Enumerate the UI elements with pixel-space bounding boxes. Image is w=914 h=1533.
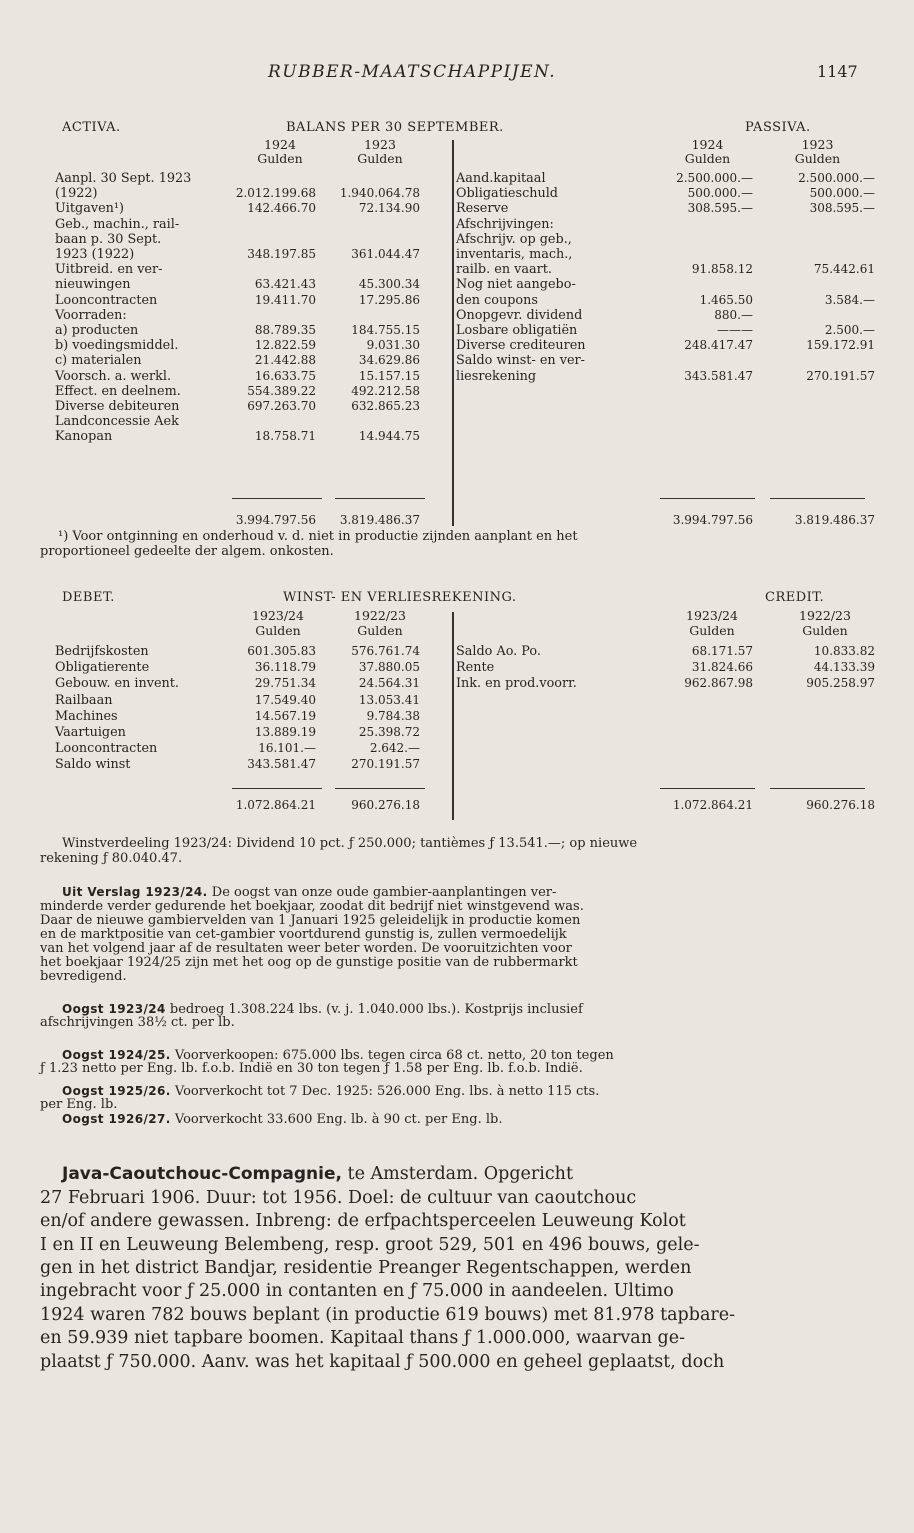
activa-row-v1: 554.389.22 — [247, 383, 316, 398]
debet-row-v1: 343.581.47 — [247, 757, 316, 772]
activa-row-label: Looncontracten — [55, 292, 158, 308]
activa-row-label: nieuwingen — [55, 277, 131, 293]
debet-row-v2: 9.784.38 — [366, 708, 420, 723]
activa-row-label: 1923 (1922) — [55, 247, 135, 262]
passiva-col-year-2: 1923 — [801, 137, 834, 152]
oogst-1925-heading: Oogst 1925/26. — [62, 1084, 171, 1098]
passiva-total-rule-2 — [770, 498, 865, 499]
debet-total-rule-1 — [232, 788, 322, 789]
passiva-row-label: Losbare obligatiën — [456, 323, 578, 338]
activa-row-v1: 19.411.70 — [254, 292, 316, 307]
credit-row-label: Rente — [456, 660, 495, 676]
debet-row-label: Vaartuigen — [55, 725, 126, 740]
passiva-row-label: Onopgevr. dividend — [456, 307, 583, 323]
credit-total-1: 1.072.864.21 — [672, 798, 753, 812]
debet-row-v2: 576.761.74 — [351, 644, 420, 658]
credit-total-2: 960.276.18 — [806, 798, 875, 812]
activa-total-1: 3.994.797.56 — [235, 513, 316, 527]
activa-row-label: Diverse debiteuren — [55, 399, 180, 414]
passiva-col-unit-2: Gulden — [794, 151, 841, 166]
activa-col-unit-2: Gulden — [357, 151, 403, 166]
debet-row-v2: 13.053.41 — [358, 692, 420, 707]
activa-row-v1: 2.012.199.68 — [235, 186, 316, 201]
oogst-1924-text: Voorverkoopen: 675.000 lbs. tegen circa 68 ct. netto, 20 ton tegen — [174, 1048, 614, 1063]
activa-row-label: Effect. en deelnem. — [55, 383, 181, 399]
activa-row-v2: 17.295.86 — [358, 292, 420, 307]
passiva-row-label: Obligatieschuld — [456, 186, 559, 202]
verslag-heading: Uit Verslag 1923/24. — [62, 885, 208, 899]
activa-row-v2: 632.865.23 — [351, 399, 420, 413]
activa-row-v1: 348.197.85 — [247, 247, 316, 261]
activa-row-v2: 14.944.75 — [358, 429, 420, 444]
passiva-table — [456, 171, 876, 384]
credit-row-v2: 905.258.97 — [806, 676, 875, 691]
activa-row-v2: 72.134.90 — [358, 201, 420, 216]
activa-row-v1: 16.633.75 — [254, 368, 316, 383]
credit-total-rule-2 — [770, 788, 865, 789]
passiva-row-label: Diverse crediteuren — [456, 338, 586, 354]
verslag-line-3: Daar de nieuwe gambiervelden van 1 Januari 1925 geleidelijk in productie komen — [40, 913, 581, 928]
credit-row-label: Ink. en prod.voorr. — [456, 676, 577, 692]
passiva-col-unit-1: Gulden — [684, 151, 731, 166]
debet-row-v1: 17.549.40 — [254, 692, 316, 707]
activa-total-2: 3.819.486.37 — [339, 513, 420, 527]
passiva-row-v2: 75.442.61 — [813, 262, 875, 277]
activa-row-v1: 697.263.70 — [247, 399, 316, 413]
passiva-row-v2: 159.172.91 — [806, 338, 875, 353]
debet-row-v1: 601.305.83 — [247, 644, 316, 658]
activa-row-label: b) voedingsmiddel. — [55, 338, 179, 354]
oogst-1923-text: bedroeg 1.308.224 lbs. (v. j. 1.040.000 lbs.). Kostprijs inclusief — [169, 1002, 583, 1017]
credit-col-unit-2: Gulden — [802, 623, 848, 638]
java-line-2: 27 Februari 1906. Duur: tot 1956. Doel: de cultuur van caoutchouc — [40, 1188, 637, 1208]
debet-row-v1: 14.567.19 — [254, 708, 316, 723]
oogst-1924-line-2: ƒ 1.23 netto per Eng. lb. f.o.b. Indië en 30 ton tegen ƒ 1.58 per Eng. lb. f.o.b. Indië. — [40, 1061, 583, 1076]
passiva-total-rule-1 — [660, 498, 755, 499]
credit-total-rule-1 — [660, 788, 755, 789]
passiva-total-1: 3.994.797.56 — [672, 513, 753, 527]
passiva-row-label: Saldo winst- en ver- — [456, 353, 585, 369]
debet-row-v1: 36.118.79 — [254, 660, 316, 675]
java-line-6: ingebracht voor ƒ 25.000 in contanten en ƒ 75.000 in aandeelen. Ultimo — [40, 1281, 674, 1301]
debet-col-unit-2: Gulden — [357, 623, 403, 638]
activa-col-year-1: 1924 — [264, 137, 296, 152]
java-line-5: gen in het district Bandjar, residentie Preanger Regentschappen, werden — [40, 1258, 692, 1278]
java-line-8: en 59.939 niet tapbare boomen. Kapitaal thans ƒ 1.000.000, waarvan ge- — [40, 1328, 685, 1348]
debet-row-v1: 29.751.34 — [254, 676, 316, 691]
credit-col-year-2: 1922/23 — [799, 608, 851, 623]
passiva-total-2: 3.819.486.37 — [794, 513, 875, 527]
debet-row-v2: 270.191.57 — [351, 757, 420, 772]
passiva-row-v2: 2.500.000.— — [798, 171, 875, 185]
passiva-row-v1: ——— — [717, 323, 753, 337]
java-line-3: en/of andere gewassen. Inbreng: de erfpachtsperceelen Leuweung Kolot — [40, 1211, 686, 1231]
activa-row-v1: 21.442.88 — [254, 353, 316, 368]
passiva-row-v2: 2.500.— — [824, 323, 875, 337]
running-header-title: RUBBER-MAATSCHAPPIJEN. — [268, 62, 557, 82]
activa-row-v1: 12.822.59 — [254, 338, 316, 353]
credit-col-year-1: 1923/24 — [686, 608, 738, 623]
java-line-7: 1924 waren 782 bouws beplant (in productie 619 bouws) met 81.978 tapbare- — [40, 1305, 736, 1325]
passiva-row-v1: 500.000.— — [687, 186, 753, 201]
passiva-row-v1: 1.465.50 — [699, 292, 753, 307]
page-number: 1147 — [817, 62, 858, 81]
java-company-name: Java-Caoutchouc-Compagnie, — [62, 1164, 342, 1184]
oogst-1926-heading: Oogst 1926/27. — [62, 1112, 171, 1126]
credit-row-label: Saldo Ao. Po. — [456, 644, 541, 659]
debet-row-label: Saldo winst — [55, 757, 131, 773]
credit-row-v1: 68.171.57 — [691, 644, 753, 658]
debet-table — [55, 644, 445, 773]
balance-footnote-line-2: proportioneel gedeelte der algem. onkosten. — [40, 544, 334, 559]
oogst-1926-line-1 — [62, 1112, 502, 1127]
balance-footnote-line-1: ¹) Voor ontginning en onderhoud v. d. niet in productie zijnden aanplant en het — [58, 529, 578, 544]
debet-row-v2: 25.398.72 — [358, 725, 420, 739]
activa-row-label: a) producten — [55, 323, 139, 338]
activa-row-label: Landconcessie Aek — [55, 414, 179, 430]
passiva-row-v1: 308.595.— — [687, 201, 753, 216]
verslag-line-1-text: De oogst van onze oude gambier-aanplantingen ver- — [211, 885, 557, 900]
activa-table — [55, 172, 445, 472]
debet-row-label: Railbaan — [55, 692, 113, 708]
activa-row-label: Voorraden: — [55, 307, 127, 323]
activa-row-v2: 9.031.30 — [366, 338, 420, 353]
activa-row-v2: 34.629.86 — [358, 353, 420, 368]
winstverdeeling-line-1: Winstverdeeling 1923/24: Dividend 10 pct. ƒ 250.000; tantièmes ƒ 13.541.—; op nieuwe — [62, 836, 638, 851]
passiva-row-v2: 3.584.— — [824, 292, 875, 307]
activa-row-v2: 15.157.15 — [358, 368, 420, 383]
activa-row-v2: 361.044.47 — [351, 247, 420, 261]
passiva-row-label: liesrekening — [456, 368, 537, 384]
activa-total-rule-1 — [232, 498, 322, 499]
verslag-line-6: het boekjaar 1924/25 zijn met het oog op de gunstige positie van de rubbermarkt — [40, 955, 578, 970]
passiva-row-label: Nog niet aangebo- — [456, 277, 576, 293]
passiva-row-v1: 91.858.12 — [691, 262, 753, 277]
passiva-row-v1: 248.417.47 — [684, 338, 753, 353]
passiva-row-label: Reserve — [456, 201, 509, 217]
debet-total-rule-2 — [335, 788, 425, 789]
credit-row-v1: 31.824.66 — [691, 660, 753, 675]
debet-row-label: Obligatierente — [55, 660, 150, 676]
verslag-line-1 — [62, 885, 556, 900]
winstverdeeling-line-2: rekening ƒ 80.040.47. — [40, 851, 183, 866]
passiva-row-label: den coupons — [456, 292, 538, 308]
activa-row-label: (1922) — [55, 186, 98, 202]
debet-row-v2: 2.642.— — [369, 741, 420, 756]
java-line-1-text: te Amsterdam. Opgericht — [347, 1164, 573, 1184]
debet-row-label: Bedrijfskosten — [55, 644, 149, 659]
verslag-line-7: bevredigend. — [40, 969, 127, 984]
debet-total-1: 1.072.864.21 — [235, 798, 316, 812]
credit-col-unit-1: Gulden — [689, 623, 735, 638]
oogst-1925-line-1 — [62, 1084, 599, 1099]
passiva-row-label: railb. en vaart. — [456, 262, 552, 278]
oogst-1923-line-2: afschrijvingen 38½ ct. per lb. — [40, 1015, 235, 1030]
debet-col-unit-1: Gulden — [255, 623, 301, 638]
debet-row-v2: 24.564.31 — [358, 676, 420, 691]
debet-total-2: 960.276.18 — [351, 798, 420, 812]
activa-row-v1: 18.758.71 — [254, 429, 316, 444]
passiva-label: PASSIVA. — [745, 120, 811, 135]
java-line-4: I en II en Leuweung Belembeng, resp. groot 529, 501 en 496 bouws, gele- — [40, 1235, 700, 1255]
debet-row-v2: 37.880.05 — [358, 660, 420, 675]
passiva-row-label: Afschrijvingen: — [456, 216, 554, 232]
activa-row-label: Uitgaven¹) — [55, 201, 125, 217]
activa-row-v2: 1.940.064.78 — [339, 186, 420, 201]
credit-row-v2: 44.133.39 — [813, 660, 875, 675]
activa-row-label: Aanpl. 30 Sept. 1923 — [55, 171, 192, 186]
activa-total-rule-2 — [335, 498, 425, 499]
pl-title: WINST- EN VERLIESREKENING. — [283, 590, 517, 605]
balance-divider — [452, 140, 454, 526]
passiva-row-v2: 308.595.— — [809, 201, 875, 216]
activa-row-v2: 492.212.58 — [351, 383, 420, 398]
activa-row-label: c) materialen — [55, 353, 142, 369]
debet-col-year-2: 1922/23 — [354, 608, 406, 623]
pl-divider — [452, 612, 454, 820]
passiva-row-v2: 270.191.57 — [806, 368, 875, 383]
passiva-row-v1: 343.581.47 — [684, 368, 753, 383]
debet-row-v1: 16.101.— — [258, 741, 316, 756]
activa-row-label: Kanopan — [55, 429, 113, 445]
oogst-1926-text: Voorverkocht 33.600 Eng. lb. à 90 ct. per Eng. lb. — [174, 1112, 503, 1127]
oogst-1925-text: Voorverkocht tot 7 Dec. 1925: 526.000 Eng. lbs. à netto 115 cts. — [174, 1084, 600, 1099]
passiva-row-v1: 880.— — [714, 307, 753, 322]
activa-label: ACTIVA. — [62, 120, 121, 135]
activa-row-label: Voorsch. a. werkl. — [55, 368, 172, 384]
oogst-1925-line-2: per Eng. lb. — [40, 1097, 118, 1112]
debet-label: DEBET. — [62, 590, 115, 605]
debet-row-label: Machines — [55, 708, 118, 724]
java-line-1 — [62, 1163, 573, 1186]
activa-row-label: baan p. 30 Sept. — [55, 231, 162, 247]
balance-title: BALANS PER 30 SEPTEMBER. — [286, 120, 504, 135]
credit-table — [456, 645, 876, 695]
passiva-row-v2: 500.000.— — [809, 186, 875, 201]
debet-row-label: Looncontracten — [55, 741, 158, 757]
passiva-col-year-1: 1924 — [691, 137, 724, 152]
passiva-row-label: Aand.kapitaal — [456, 171, 546, 186]
passiva-row-label: inventaris, mach., — [456, 247, 573, 262]
passiva-row-label: Afschrijv. op geb., — [456, 231, 572, 247]
oogst-1924-heading: Oogst 1924/25. — [62, 1048, 171, 1062]
java-line-9: plaatst ƒ 750.000. Aanv. was het kapitaal ƒ 500.000 en geheel geplaatst, doch — [40, 1352, 725, 1372]
activa-row-v1: 88.789.35 — [254, 323, 316, 337]
activa-row-v2: 184.755.15 — [351, 323, 420, 337]
activa-row-v1: 63.421.43 — [254, 277, 316, 292]
activa-row-v1: 142.466.70 — [247, 201, 316, 216]
verslag-line-2: minderde verder gedurende het boekjaar, zoodat dit bedrijf niet winstgevend was. — [40, 899, 584, 914]
activa-col-year-2: 1923 — [364, 137, 396, 152]
oogst-1923-heading: Oogst 1923/24 — [62, 1002, 166, 1016]
debet-row-v1: 13.889.19 — [254, 725, 316, 739]
passiva-row-v1: 2.500.000.— — [676, 171, 753, 185]
activa-row-label: Geb., machin., rail- — [55, 216, 180, 232]
debet-col-year-1: 1923/24 — [252, 608, 304, 623]
credit-row-v1: 962.867.98 — [684, 676, 753, 691]
activa-row-label: Uitbreid. en ver- — [55, 262, 163, 278]
credit-row-v2: 10.833.82 — [813, 644, 875, 658]
debet-row-label: Gebouw. en invent. — [55, 676, 179, 692]
activa-row-v2: 45.300.34 — [358, 277, 420, 292]
verslag-line-5: van het volgend jaar af de resultaten weer beter worden. De vooruitzichten voor — [40, 941, 572, 956]
credit-label: CREDIT. — [765, 590, 825, 605]
activa-col-unit-1: Gulden — [257, 151, 303, 166]
verslag-line-4: en de marktpositie van cet-gambier voortdurend gunstig is, zullen vermoedelijk — [40, 927, 567, 942]
